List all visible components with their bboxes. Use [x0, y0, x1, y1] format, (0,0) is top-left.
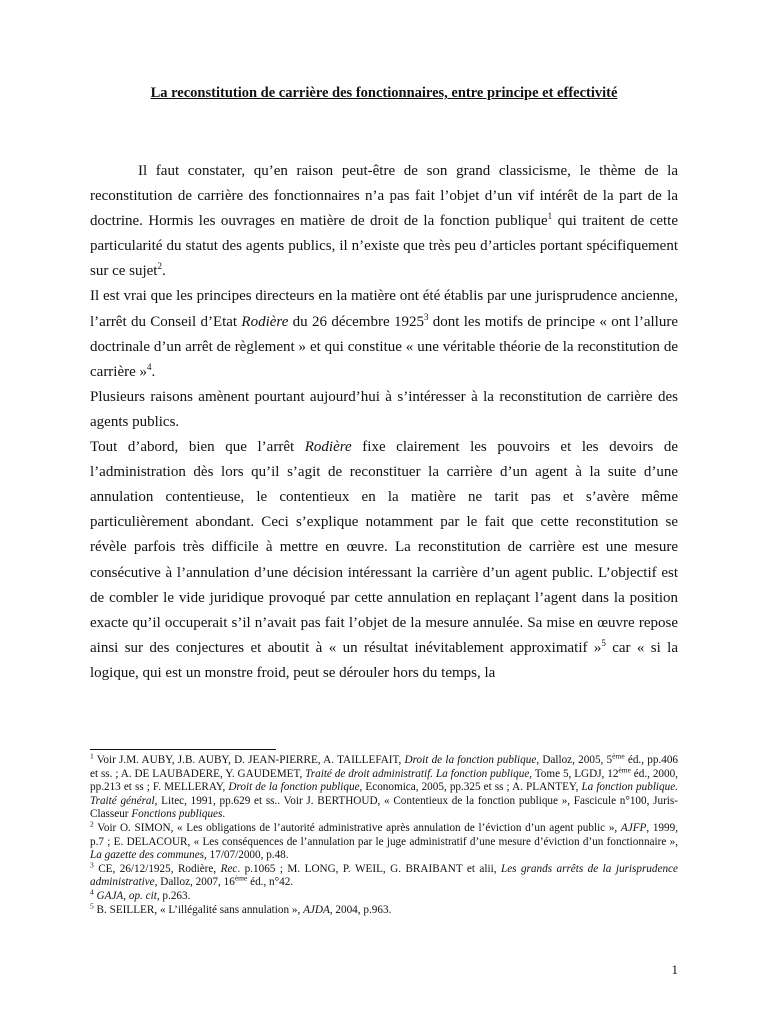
footnote-ref-3[interactable]: 3: [423, 311, 429, 322]
paragraph-2: Il est vrai que les principes directeurs en la matière ont été établis par une jurisprudence ancienne, l’arrêt du Conseil d’Etat Rodière du 26 décembre 1925$^3$ dont les motifs de principe « ont l’allure doctrinale d’un arrêt de règlement » et qui constitue « une véritable théorie de la reconstitution de carrière »$^4$.: [90, 288, 678, 380]
footnote-1: $^1$ Voir J.M. AUBY, J.B. AUBY, D. JEAN-PIERRE, A. TAILLEFAIT, Droit de la fonction publique, Dalloz, 2005, 5ème éd., pp.406 et ss. ; A. DE LAUBADERE, Y. GAUDEMET, Traité de droit administratif. La fonction publique, Tome 5, LGDJ, 12ème éd., 2000, pp.213 et ss ; F. MELLERAY, Droit de la fonction publique, Economica, 2005, pp.325 et ss ; A. PLANTEY, La fonction publique. Traité général, Litec, 1991, pp.629 et ss.. Voir J. BERTHOUD, « Contentieux de la fonction publique », Fascicule n°100, Juris-Classeur Fonctions publiques.: [90, 751, 679, 821]
footnote-separator: [90, 749, 276, 750]
footnote-5: $^5$ B. SEILLER, « L’illégalité sans annulation », AJDA, 2004, p.963.: [90, 900, 392, 916]
footnote-ref-1[interactable]: 1: [547, 211, 553, 222]
footnote-ref-5[interactable]: 5: [601, 637, 606, 648]
footnote-2: $^2$ Voir O. SIMON, « Les obligations de l’autorité administrative après annulation de l’éviction d’un agent public », AJFP, 1999, p.7 ; E. DELACOUR, « Les conséquences de l’annulation par le juge administratif d’une mesure d’éviction d’un fonctionnaire », La gazette des communes, 17/07/2000, p.48.: [90, 819, 679, 862]
document-title: La reconstitution de carrière des fonctionnaires, entre principe et effectivité: [150, 85, 618, 101]
paragraph-4: Tout d’abord, bien que l’arrêt Rodière fixe clairement les pouvoirs et les devoirs de l’administration dès lors qu’il s’agit de reconstituer la carrière d’un agent à la suite d’une annulation contentieuse, le contentieux en la matière ne tarit pas et s’avère même particulièrement abondant. Ceci s’explique notamment par le fait que cette reconstitution se révèle parfois très difficile à mettre en œuvre. La reconstitution de carrière est une mesure consécutive à l’annulation d’une décision intéressant la carrière d’un agent public. L’objectif est de combler le vide juridique provoqué par cette annulation en replaçant l’agent dans la position exacte qu’il occuperait s’il n’avait pas fait l’objet de la mesure annulée. Sa mise en œuvre repose ainsi sur des conjectures et aboutit à « un résultat inévitablement approximatif »$^5$ car « si la logique, qui est un monstre froid, peut se dérouler hors du temps, la: [90, 439, 678, 681]
paragraph-1: Il faut constater, qu’en raison peut-être de son grand classicisme, le thème de la reconstitution de carrière des fonctionnaires n’a pas fait l’objet d’un vif intérêt de la part de la doctrine. Hormis les ouvrages en matière de droit de la fonction publique$^1$ qui traitent de cette particularité du statut des agents publics, il n’existe que très peu d’articles portant spécifiquement sur ce sujet$^2$.: [90, 163, 678, 280]
footnotes: [90, 751, 679, 917]
footnote-4: $^4$ GAJA, op. cit, p.263.: [90, 887, 191, 902]
footnote-ref-2[interactable]: 2: [157, 261, 162, 272]
footnote-ref-4[interactable]: 4: [147, 361, 152, 372]
paragraph-3: Plusieurs raisons amènent pourtant aujourd’hui à s’intéresser à la reconstitution de carrière des agents publics.: [90, 388, 678, 430]
footnote-3: $^3$ CE, 26/12/1925, Rodière, Rec. p.1065 ; M. LONG, P. WEIL, G. BRAIBANT et alii, Les grands arrêts de la jurisprudence administrative, Dalloz, 2007, 16ème éd., n°42.: [90, 860, 678, 889]
page-number: 1: [671, 962, 678, 977]
body-text: [90, 159, 678, 686]
